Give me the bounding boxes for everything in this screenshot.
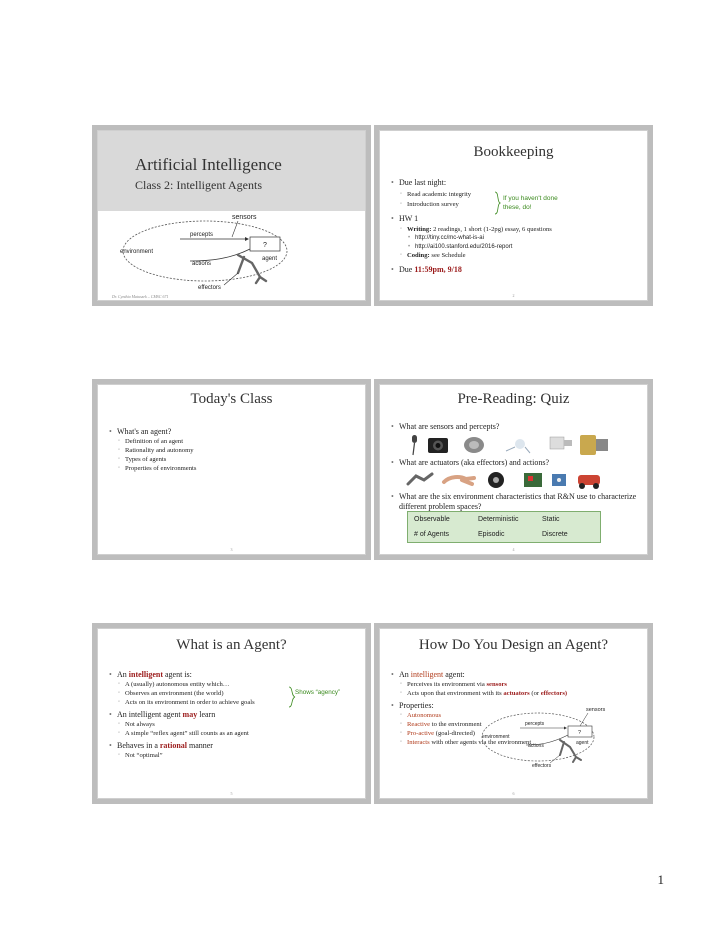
agenda-item-2: ◦ Definition of an agent bbox=[108, 437, 358, 446]
table-cell: Observable bbox=[414, 516, 450, 523]
actions-arrow bbox=[190, 249, 250, 261]
agency-note: Shows “agency” bbox=[295, 689, 341, 696]
behaves-rationally: • Behaves in a rational manner bbox=[108, 741, 363, 751]
slide-1-title: Artificial Intelligence bbox=[135, 155, 282, 174]
light-sensor-icon bbox=[506, 439, 530, 453]
slide-number: 6 bbox=[512, 791, 515, 796]
slide-4-title: Pre-Reading: Quiz bbox=[457, 391, 570, 407]
properties-heading: • Properties: bbox=[390, 701, 645, 711]
link-what-is-ai[interactable]: • http://tiny.cc/mc-what-is-ai bbox=[390, 234, 645, 243]
hw1: • HW 1 bbox=[390, 214, 645, 224]
introduction-survey: ◦ Introduction survey bbox=[390, 200, 645, 209]
acts-upon-item: ◦ Acts upon that environment with its actuators (or effectors) bbox=[390, 689, 577, 698]
due-last-night: • Due last night: bbox=[390, 178, 645, 188]
coding-item: ◦ Coding: see Schedule bbox=[390, 251, 645, 260]
diagram-actions-label: actions bbox=[528, 743, 544, 749]
hand-icon bbox=[444, 477, 474, 484]
may-learn: • An intelligent agent may learn bbox=[108, 710, 363, 720]
property-reactive: ◦ Reactive to the environment bbox=[390, 720, 497, 729]
robot-car-icon bbox=[578, 475, 600, 489]
sensors-line bbox=[580, 713, 588, 726]
diagram-unknown-label: ? bbox=[578, 730, 582, 736]
learn-sub-2: ◦ A simple “reflex agent” still counts as an agent bbox=[108, 729, 363, 738]
microphone-icon bbox=[412, 435, 417, 455]
diagram-sensors-label: sensors bbox=[586, 707, 606, 713]
property-interacts: ◦ Interacts with other agents via the environment bbox=[390, 738, 645, 747]
agenda-item-5: ◦ Properties of environments bbox=[108, 464, 358, 473]
slide-5-title: What is an Agent? bbox=[176, 637, 287, 653]
diagram-environment-label: environment bbox=[482, 734, 510, 740]
diagram-agent-label: agent bbox=[576, 740, 589, 746]
def-sub-1: ◦ A (usually) autonomous entity which… bbox=[108, 680, 363, 689]
quiz-q1: • What are sensors and percepts? bbox=[390, 422, 640, 432]
infrared-sensor-icon bbox=[550, 437, 572, 449]
sonar-sensor-icon bbox=[464, 437, 484, 453]
table-cell: # of Agents bbox=[414, 531, 450, 538]
diagram-environment-label: environment bbox=[120, 249, 154, 255]
reminder-note: If you haven't done these, do! bbox=[503, 195, 558, 211]
writing-item: ◦ Writing: 2 readings, 1 short (1-2pg) essay, 6 questions bbox=[390, 225, 645, 234]
table-cell: Discrete bbox=[542, 531, 568, 538]
slide-1 bbox=[97, 130, 366, 301]
sensor-icons bbox=[410, 433, 620, 457]
motor-board-icon bbox=[524, 473, 542, 487]
diagram-effectors-label: effectors bbox=[532, 763, 552, 769]
slide-2-title: Bookkeeping bbox=[473, 144, 554, 160]
gripper-icon bbox=[408, 474, 432, 484]
diagram-effectors-label: effectors bbox=[198, 285, 221, 291]
link-ai100-report[interactable]: • http://ai100.stanford.edu/2016-report bbox=[390, 243, 645, 252]
slide-1-footer: Dr. Cynthia Matuszek – CMSC 671 bbox=[112, 294, 169, 299]
servo-icon bbox=[552, 474, 566, 486]
slide-1-subtitle: Class 2: Intelligent Agents bbox=[135, 178, 262, 192]
brace-icon bbox=[493, 191, 501, 215]
slide-number: 3 bbox=[230, 547, 233, 552]
agent-environment-diagram bbox=[480, 705, 640, 773]
def-sub-2: ◦ Observes an environment (the world) bbox=[108, 689, 363, 698]
agenda-item-3: ◦ Rationality and autonomy bbox=[108, 446, 358, 455]
slide-2 bbox=[379, 130, 648, 301]
diagram-agent-label: agent bbox=[262, 256, 278, 262]
agenda-item-1: • What's an agent? bbox=[108, 427, 358, 437]
actuator-icons bbox=[406, 470, 616, 490]
slide-4 bbox=[379, 384, 648, 555]
slide-number: 5 bbox=[230, 791, 233, 796]
due-item: • Due 11:59pm, 9/18 bbox=[390, 265, 645, 275]
read-academic-integrity: ◦ Read academic integrity bbox=[390, 190, 645, 199]
effectors-line bbox=[550, 755, 560, 763]
agent-definition: • An intelligent agent is: bbox=[108, 670, 363, 680]
slide-6 bbox=[379, 628, 648, 799]
wheel-icon bbox=[488, 472, 504, 488]
def-sub-3: ◦ Acts on its environment in order to achieve goals bbox=[108, 698, 363, 707]
diagram-percepts-label: percepts bbox=[525, 721, 545, 727]
table-cell: Deterministic bbox=[478, 516, 519, 523]
slide-number: 2 bbox=[512, 293, 515, 298]
agent-environment-diagram bbox=[120, 211, 350, 293]
agent-intro: • An intelligent agent: bbox=[390, 670, 645, 680]
slide-3 bbox=[97, 384, 366, 555]
table-cell: Episodic bbox=[478, 531, 505, 538]
slide-5 bbox=[97, 628, 366, 799]
slide-3-title: Today's Class bbox=[190, 391, 273, 407]
table-cell: Static bbox=[542, 516, 560, 523]
slide-number: 4 bbox=[512, 547, 515, 552]
diagram-sensors-label: sensors bbox=[232, 214, 257, 221]
property-proactive: ◦ Pro-active (goal-directed) bbox=[390, 729, 645, 738]
diagram-actions-label: actions bbox=[192, 261, 212, 267]
agenda-item-4: ◦ Types of agents bbox=[108, 455, 358, 464]
diagram-unknown-label: ? bbox=[263, 242, 267, 249]
environment-characteristics-table bbox=[407, 511, 601, 543]
camera-icon bbox=[428, 438, 448, 453]
diagram-percepts-label: percepts bbox=[190, 232, 214, 238]
property-autonomous: ◦ Autonomous bbox=[390, 711, 645, 720]
rational-sub-1: ◦ Not “optimal” bbox=[108, 751, 363, 760]
table-row bbox=[408, 512, 601, 528]
page-number: 1 bbox=[657, 872, 664, 887]
quiz-q3: • What are the six environment characteristics that R&N use to characterize different problem spaces? bbox=[390, 492, 638, 512]
lidar-sensor-icon bbox=[580, 435, 608, 455]
table-row bbox=[408, 527, 601, 543]
slide-6-title: How Do You Design an Agent? bbox=[418, 637, 609, 653]
effectors-line bbox=[224, 273, 238, 285]
perceives-item: ◦ Perceives its environment via sensors bbox=[390, 680, 645, 689]
quiz-q2: • What are actuators (aka effectors) and actions? bbox=[390, 458, 640, 468]
learn-sub-1: ◦ Not always bbox=[108, 720, 363, 729]
